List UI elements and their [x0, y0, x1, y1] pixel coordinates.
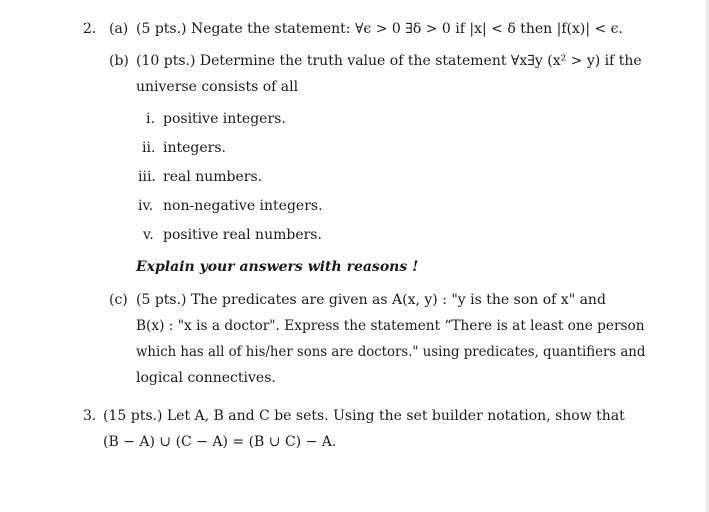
q2b-item-text: real numbers. [163, 169, 263, 185]
q3-line2: (B − A) ∪ (C − A) = (B ∪ C) − A. [103, 434, 337, 450]
q2b-line1: (10 pts.) Determine the truth value of the statement ∀x∃y (x² > y) if the [136, 53, 642, 69]
q2b-line2: universe consists of all [136, 79, 299, 95]
q2b-item-text: integers. [163, 140, 226, 156]
q2b-item-text: positive real numbers. [163, 227, 322, 243]
q2b-item-label: v. [143, 227, 154, 243]
q2c-line: which has all of his/her sons are doctors." using predicates, quantifiers and [136, 344, 646, 360]
q2-number: 2. [83, 21, 97, 37]
q2c-line: (5 pts.) The predicates are given as A(x, y) : "y is the son of x" and [136, 292, 606, 308]
q2b-item-label: iv. [138, 198, 154, 214]
q3-line1: (15 pts.) Let A, B and C be sets. Using the set builder notation, show that [103, 408, 625, 424]
q2b-item-label: iii. [138, 169, 156, 185]
q2a-text: (5 pts.) Negate the statement: ∀ϵ > 0 ∃δ > 0 if |x| < δ then |f(x)| < ϵ. [136, 21, 623, 37]
q2b-item-label: i. [146, 111, 155, 127]
q3-number: 3. [83, 408, 97, 424]
q2c-line: B(x) : "x is a doctor". Express the statement “There is at least one person [136, 318, 645, 334]
q2b-explain: Explain your answers with reasons ! [136, 259, 419, 275]
q2b-item-label: ii. [142, 140, 156, 156]
q2c-line: logical connectives. [136, 370, 276, 386]
q2b-item-text: non-negative integers. [163, 198, 323, 214]
q2c-label: (c) [109, 292, 128, 308]
q2a-label: (a) [109, 21, 129, 37]
q2b-label: (b) [109, 53, 129, 69]
q2b-item-text: positive integers. [163, 111, 286, 127]
